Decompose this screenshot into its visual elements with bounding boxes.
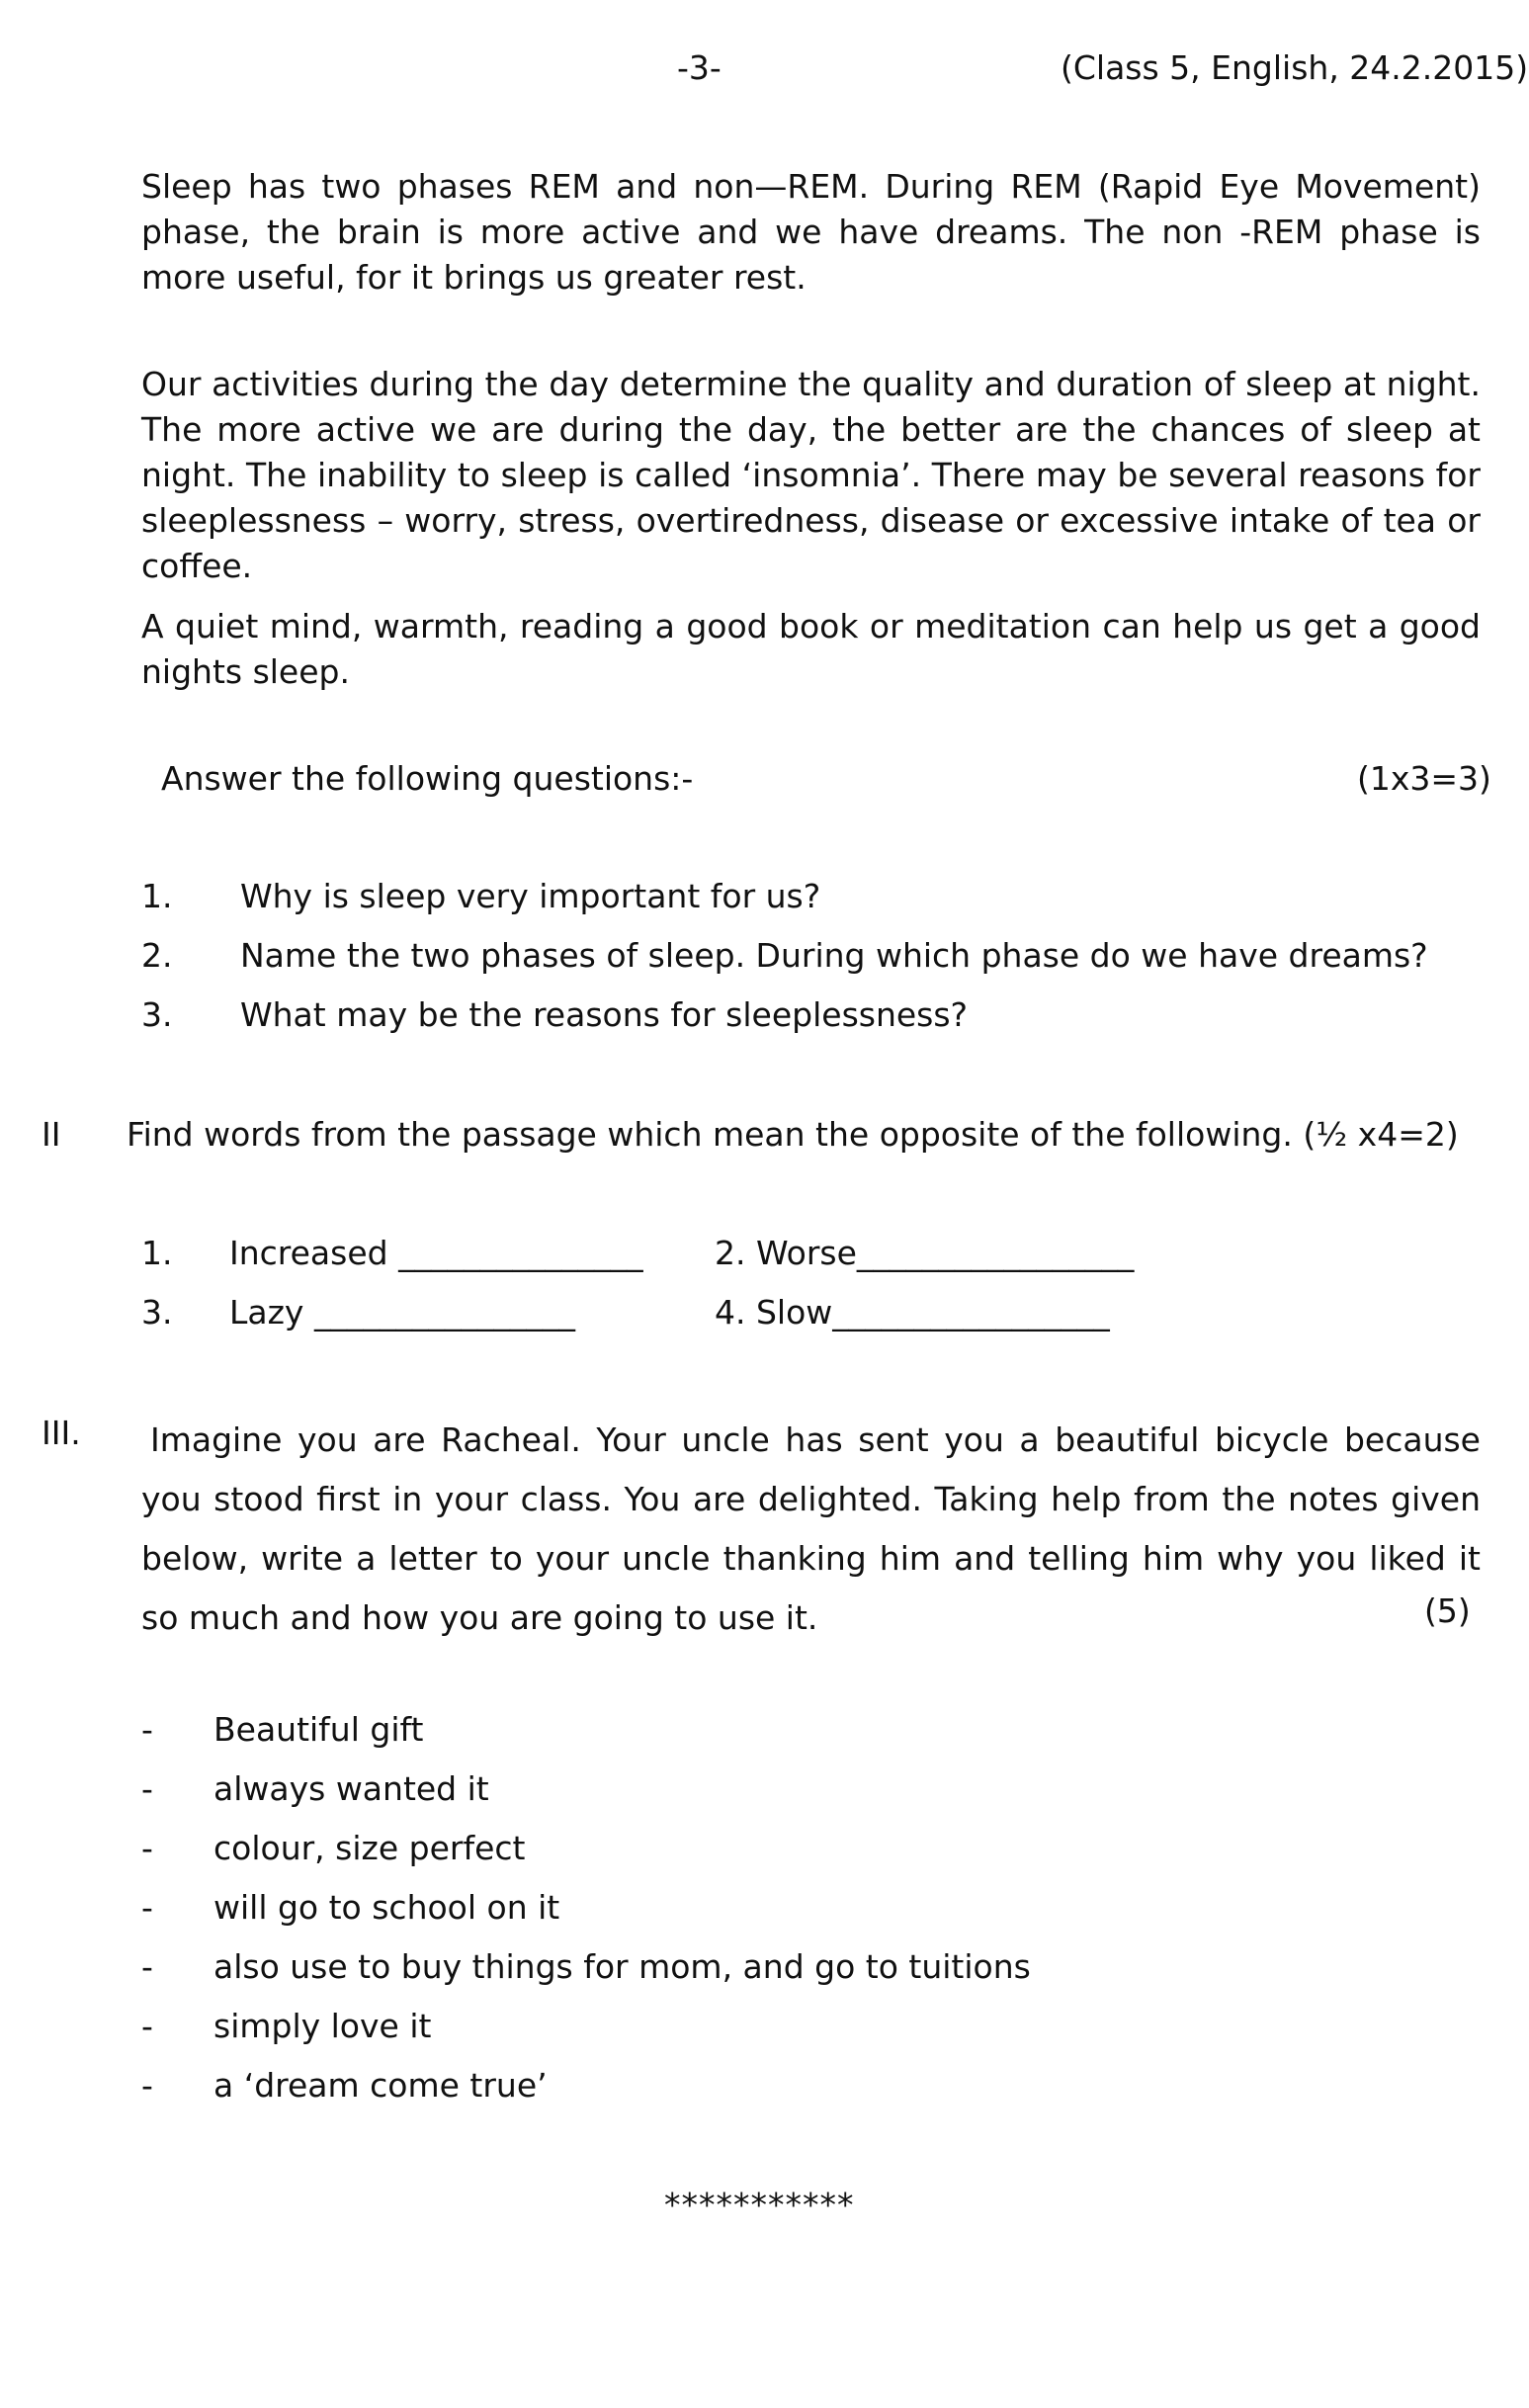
question-number: 3. <box>141 995 173 1034</box>
page-number: -3- <box>677 48 722 87</box>
section-3-numeral: III. <box>42 1414 81 1452</box>
note-item: will go to school on it <box>213 1888 560 1927</box>
word-item-worse: 2. Worse_________________ <box>715 1234 1135 1272</box>
note-item: always wanted it <box>213 1769 489 1808</box>
question-number: 2. <box>141 936 173 975</box>
note-item: also use to buy things for mom, and go to tuitions <box>213 1947 1031 1986</box>
end-of-page-stars: *********** <box>664 2186 855 2224</box>
passage-paragraph-3: A quiet mind, warmth, reading a good book or meditation can help us get a good nights sleep. <box>141 607 1481 691</box>
word-item-number: 1. <box>141 1234 173 1272</box>
note-bullet: - <box>141 1829 153 1867</box>
passage-paragraph-1: Sleep has two phases REM and non—REM. During REM (Rapid Eye Movement) phase, the brain is more active and we have dreams. The non -REM phase is more useful, for it brings us greater rest. <box>141 167 1481 297</box>
note-bullet: - <box>141 2066 153 2105</box>
word-item-number: 3. <box>141 1293 173 1332</box>
section-2-instruction: Find words from the passage which mean the opposite of the following. (½ x4=2) <box>127 1115 1459 1154</box>
note-bullet: - <box>141 2007 153 2045</box>
passage-paragraph-2: Our activities during the day determine the quality and duration of sleep at night. The more active we are during the day, the better are the chances of sleep at night. The inability to sleep is called ‘insomnia’. There may be several reasons for sleeplessness – worry, stress, overtiredness, disease or excessive intake of tea or coffee. <box>141 365 1481 585</box>
note-item: Beautiful gift <box>213 1710 424 1749</box>
note-bullet: - <box>141 1769 153 1808</box>
word-item-slow: 4. Slow_________________ <box>715 1293 1110 1332</box>
section-2-numeral: II <box>42 1115 61 1154</box>
note-item: a ‘dream come true’ <box>213 2066 548 2105</box>
exam-header-info: (Class 5, English, 24.2.2015) <box>1061 48 1529 87</box>
note-item: simply love it <box>213 2007 432 2045</box>
question-text: What may be the reasons for sleeplessness? <box>240 995 969 1034</box>
questions-instruction: Answer the following questions:- <box>161 759 694 798</box>
question-text: Name the two phases of sleep. During which phase do we have dreams? <box>240 936 1428 975</box>
note-item: colour, size perfect <box>213 1829 526 1867</box>
question-text: Why is sleep very important for us? <box>240 877 821 915</box>
section-3-instruction: Imagine you are Racheal. Your uncle has sent you a beautiful bicycle because you stood first in your class. You are delighted. Taking help from the notes given below, write a letter to your uncle thanking him and telling him why you liked it so much and how you are going to use it. <box>141 1420 1481 1637</box>
questions-marks: (1x3=3) <box>1357 759 1491 798</box>
word-item-lazy: Lazy ________________ <box>229 1293 575 1332</box>
section-3-marks: (5) <box>1424 1591 1471 1630</box>
word-item-increased: Increased _______________ <box>229 1234 643 1272</box>
note-bullet: - <box>141 1888 153 1927</box>
question-number: 1. <box>141 877 173 915</box>
note-bullet: - <box>141 1947 153 1986</box>
note-bullet: - <box>141 1710 153 1749</box>
